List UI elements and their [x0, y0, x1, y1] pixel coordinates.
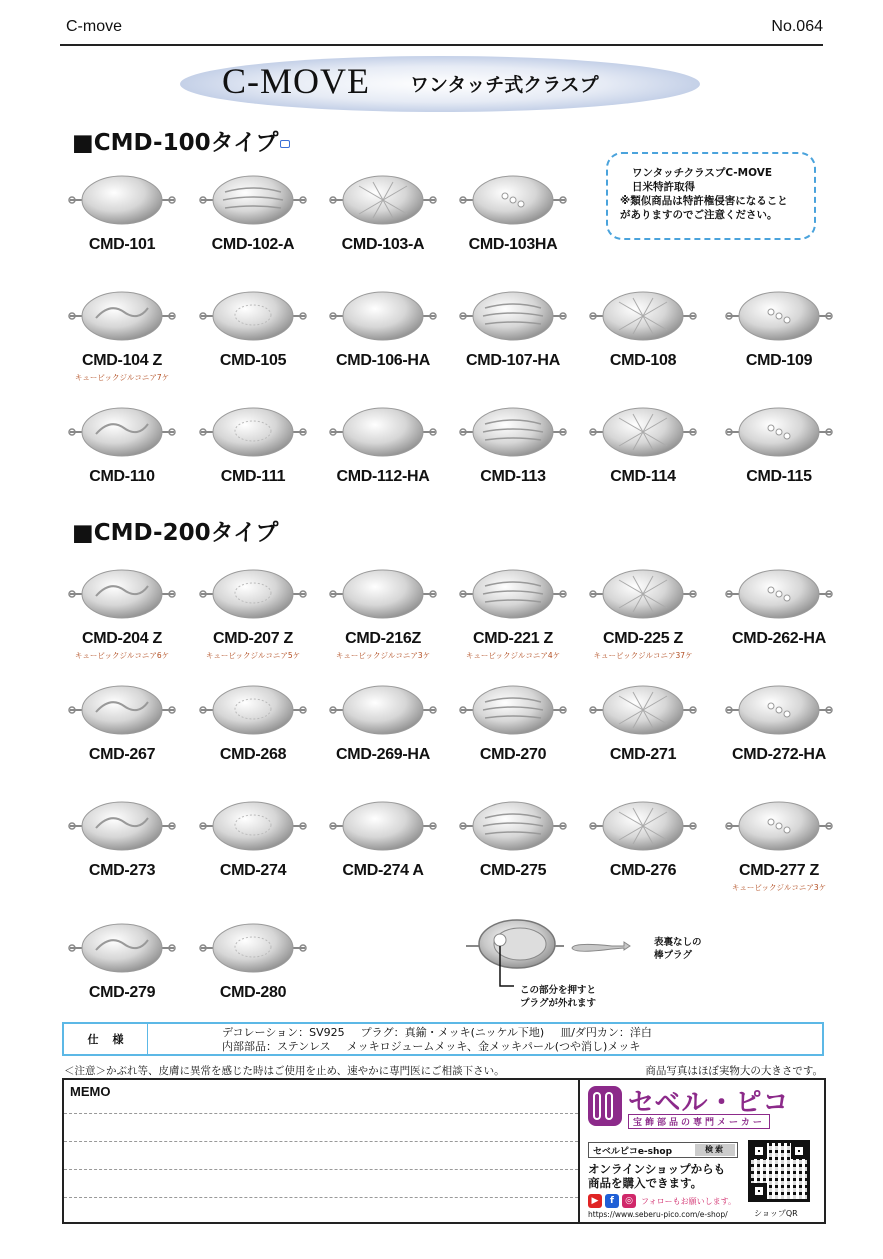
- product-item: [709, 560, 849, 648]
- clasp-image: [709, 560, 849, 624]
- company-logo-text: セベル・ピコ: [628, 1088, 790, 1118]
- product-code: CMD-115: [746, 468, 812, 485]
- product-code: CMD-216Z: [345, 630, 421, 647]
- product-stone-note: キュービックジルコニア4ケ: [465, 651, 561, 660]
- clasp-image: [183, 560, 323, 624]
- spec-body: デコレーション：SV925 プラグ：真鍮・メッキ(ニッケル下地) 皿/ダ円カン：洋白 内部部品：ステンレス メッキロジュームメッキ、金メッキパール(つや消し)メッキ: [222, 1026, 652, 1053]
- product-item: [709, 282, 849, 370]
- product-code: CMD-267: [88, 746, 156, 763]
- plug-release-note: この部分を押すと プラグが外れます: [520, 985, 597, 1009]
- product-item: [183, 398, 323, 486]
- product-code: CMD-110: [89, 468, 155, 485]
- clasp-image: [573, 792, 713, 856]
- clasp-image: [183, 282, 323, 346]
- clasp-image: [573, 398, 713, 462]
- spec-table: [62, 1022, 824, 1056]
- product-code: CMD-274: [219, 862, 287, 879]
- shop-qr-code[interactable]: [748, 1140, 810, 1202]
- header-divider: [60, 44, 823, 46]
- clasp-image: [313, 560, 453, 624]
- product-code: CMD-109: [745, 352, 813, 369]
- clasp-image: [313, 398, 453, 462]
- product-item: [443, 166, 583, 254]
- product-code: CMD-111: [220, 468, 286, 485]
- clasp-image: [443, 560, 583, 624]
- clasp-image: [183, 676, 323, 740]
- clasp-image: [709, 282, 849, 346]
- product-stone-note: キュービックジルコニア37ケ: [593, 651, 693, 660]
- page-subtitle: ワンタッチ式クラスプ: [410, 74, 599, 96]
- product-item: [183, 676, 323, 764]
- product-code: CMD-262-HA: [732, 630, 826, 647]
- product-stone-note: キュービックジルコニア5ケ: [205, 651, 301, 660]
- product-code: CMD-113: [480, 468, 546, 485]
- product-code: CMD-268: [219, 746, 287, 763]
- product-item: [573, 560, 713, 661]
- search-button[interactable]: 検索: [695, 1144, 735, 1156]
- clasp-image: [52, 166, 192, 230]
- memo-line: [64, 1141, 578, 1142]
- product-item: [52, 282, 192, 383]
- page-header: [66, 18, 823, 42]
- page-title: C-MOVE: [222, 61, 370, 101]
- product-item: [573, 398, 713, 486]
- product-code: CMD-274 A: [342, 862, 424, 879]
- company-tagline: 宝飾部品の専門メーカー: [628, 1114, 770, 1129]
- product-item: [52, 166, 192, 254]
- caution-note: ＜注意＞かぶれ等、皮膚に異常を感じた時はご使用を止め、速やかに専門医にご相談下さい。: [64, 1065, 505, 1077]
- patent-notice: ワンタッチクラスプC-MOVE 日米特許取得 ※類似商品は特許権侵害になること がありますのでご注意ください。: [606, 152, 816, 240]
- product-item: [443, 676, 583, 764]
- clasp-image: [52, 398, 192, 462]
- product-item: [313, 282, 453, 370]
- product-code: CMD-103-A: [341, 236, 425, 253]
- product-item: [313, 166, 453, 254]
- product-code: CMD-273: [88, 862, 156, 879]
- product-code: CMD-277 Z: [739, 862, 819, 879]
- product-item: [313, 398, 453, 486]
- product-code: CMD-272-HA: [732, 746, 826, 763]
- clasp-image: [573, 560, 713, 624]
- product-item: [52, 914, 192, 1002]
- product-stone-note: キュービックジルコニア3ケ: [731, 883, 827, 892]
- product-item: [52, 398, 192, 486]
- photo-size-note: 商品写真はほぼ実物大の大きさです。: [645, 1065, 823, 1077]
- product-stone-note: キュービックジルコニア7ケ: [74, 373, 170, 382]
- clasp-image: [313, 282, 453, 346]
- clasp-image: [709, 398, 849, 462]
- clasp-image: [52, 560, 192, 624]
- header-brand: C-move: [66, 18, 123, 35]
- clasp-image: [52, 282, 192, 346]
- memo-line: [64, 1197, 578, 1198]
- clasp-image: [709, 792, 849, 856]
- product-code: CMD-280: [219, 984, 287, 1001]
- memo-line: [64, 1113, 578, 1114]
- product-item: [183, 560, 323, 661]
- product-code: CMD-114: [610, 468, 676, 485]
- qr-label: ショップQR: [754, 1209, 798, 1218]
- product-code: CMD-207 Z: [213, 630, 293, 647]
- shop-box: [580, 1078, 826, 1224]
- product-code: CMD-279: [88, 984, 156, 1001]
- clasp-image: [313, 792, 453, 856]
- product-code: CMD-276: [609, 862, 677, 879]
- clasp-image: [709, 676, 849, 740]
- memo-line: [64, 1169, 578, 1170]
- product-code: CMD-102-A: [211, 236, 295, 253]
- clasp-image: [52, 914, 192, 978]
- product-item: [709, 398, 849, 486]
- plug-label: 表裏なしの 棒プラグ: [654, 937, 702, 961]
- social-links: [588, 1194, 736, 1208]
- clasp-image: [573, 676, 713, 740]
- product-item: [313, 792, 453, 880]
- memo-box: [62, 1078, 580, 1224]
- product-item: [313, 676, 453, 764]
- shop-url[interactable]: https://www.seberu-pico.com/e-shop/: [588, 1210, 728, 1219]
- product-stone-note: キュービックジルコニア3ケ: [335, 651, 431, 660]
- clasp-image: [52, 676, 192, 740]
- product-item: [52, 676, 192, 764]
- follow-text: フォローもお願いします。: [641, 1196, 736, 1206]
- product-code: CMD-204 Z: [82, 630, 162, 647]
- product-item: [52, 792, 192, 880]
- product-code: CMD-271: [609, 746, 677, 763]
- product-item: [443, 398, 583, 486]
- memo-title: MEMO: [70, 1084, 111, 1099]
- product-item: [443, 792, 583, 880]
- product-item: [183, 914, 323, 1002]
- product-item: [52, 560, 192, 661]
- section-heading-100: ■CMD-100タイプ: [72, 124, 290, 157]
- product-item: [573, 282, 713, 370]
- clasp-image: [313, 166, 453, 230]
- product-item: [183, 282, 323, 370]
- product-stone-note: キュービックジルコニア6ケ: [74, 651, 170, 660]
- product-item: [709, 792, 849, 893]
- product-code: CMD-107-HA: [466, 352, 560, 369]
- company-logo-icon: [588, 1086, 622, 1126]
- instagram-icon[interactable]: ◎: [622, 1194, 636, 1208]
- clasp-image: [443, 166, 583, 230]
- youtube-icon[interactable]: ▶: [588, 1194, 602, 1208]
- product-code: CMD-108: [609, 352, 677, 369]
- product-code: CMD-225 Z: [603, 630, 683, 647]
- clasp-image: [573, 282, 713, 346]
- clasp-image: [183, 792, 323, 856]
- product-code: CMD-103HA: [468, 236, 558, 253]
- cursor-icon: [280, 140, 290, 148]
- product-code: CMD-105: [219, 352, 287, 369]
- page-number: No.064: [771, 18, 823, 35]
- product-item: [443, 560, 583, 661]
- product-code: CMD-221 Z: [473, 630, 553, 647]
- clasp-image: [183, 914, 323, 978]
- facebook-icon[interactable]: f: [605, 1194, 619, 1208]
- clasp-image: [443, 792, 583, 856]
- product-code: CMD-104 Z: [82, 352, 162, 369]
- clasp-image: [183, 398, 323, 462]
- clasp-image: [443, 282, 583, 346]
- product-item: [573, 792, 713, 880]
- clasp-image: [443, 398, 583, 462]
- product-code: CMD-101: [88, 236, 156, 253]
- product-item: [183, 166, 323, 254]
- clasp-image: [443, 676, 583, 740]
- product-code: CMD-269-HA: [336, 746, 430, 763]
- eshop-search-bar[interactable]: セベルピコe-shop 検索: [588, 1142, 738, 1158]
- product-item: [183, 792, 323, 880]
- product-item: [313, 560, 453, 661]
- product-item: [443, 282, 583, 370]
- product-item: [709, 676, 849, 764]
- product-code: CMD-112-HA: [336, 468, 430, 485]
- online-shop-note: オンラインショップからも 商品を購入できます。: [588, 1162, 726, 1190]
- product-code: CMD-106-HA: [336, 352, 430, 369]
- clasp-image: [52, 792, 192, 856]
- product-code: CMD-275: [479, 862, 547, 879]
- clasp-image: [183, 166, 323, 230]
- clasp-image: [313, 676, 453, 740]
- section-heading-200: ■CMD-200タイプ: [72, 520, 279, 546]
- product-code: CMD-270: [479, 746, 547, 763]
- spec-label: 仕様: [64, 1024, 148, 1054]
- product-item: [573, 676, 713, 764]
